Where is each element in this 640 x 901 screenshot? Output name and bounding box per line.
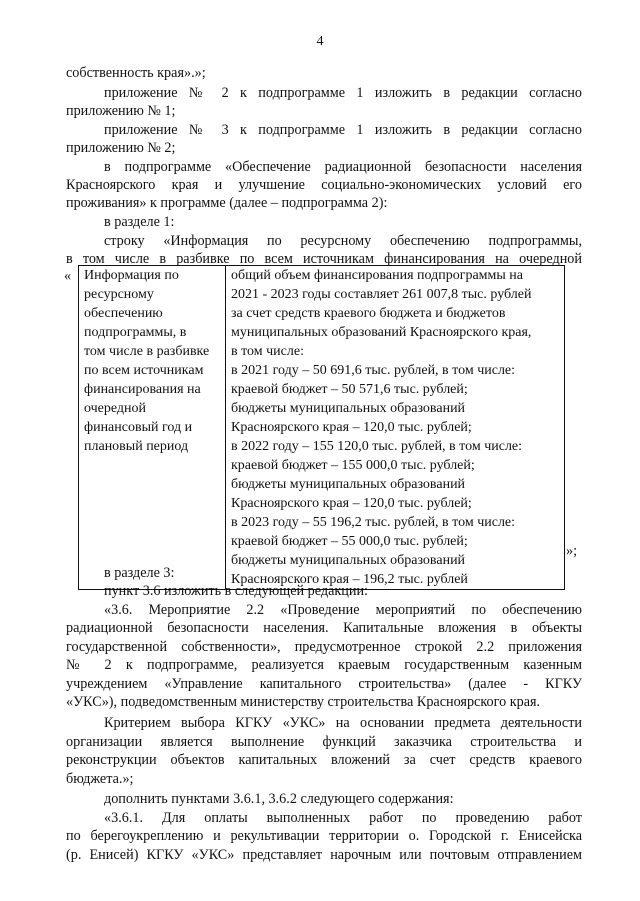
text-line: в том числе в разбивке по всем источникам финансирования на очередной [66,251,582,267]
text-line: пункт 3.6 изложить в следующей редакции: [104,583,368,599]
text-line: Критерием выбора КГКУ «УКС» на основании предмета деятельности [104,715,582,731]
cell-line: краевой бюджет – 155 000,0 тыс. рублей; [231,458,475,473]
cell-line: по всем источникам [84,363,204,378]
cell-line: финансовый год и [84,420,193,435]
table-cell-label [79,266,226,590]
cell-line: бюджеты муниципальных образований [231,477,466,492]
close-quote: »; [566,543,578,559]
resource-table [78,265,565,590]
text-line: «3.6.1. Для оплаты выполненных работ по проведению работ [104,810,582,826]
cell-line: том числе в разбивке [84,344,210,359]
text-line: в разделе 1: [104,214,175,230]
cell-line: Красноярского края – 120,0 тыс. рублей; [231,496,472,511]
cell-line: в том числе: [231,344,304,359]
cell-line: в 2021 году – 50 691,6 тыс. рублей, в том числе: [231,363,516,378]
text-line: приложению № 1; [66,103,176,119]
cell-line: финансирования на [84,382,201,397]
cell-line: в 2022 году – 155 120,0 тыс. рублей, в том числе: [231,439,523,454]
text-line: проживания» к программе (далее – подпрограмма 2): [66,195,388,211]
cell-line: Красноярского края – 120,0 тыс. рублей; [231,420,472,435]
text-line: бюджета.»; [66,771,134,787]
cell-line: краевой бюджет – 55 000,0 тыс. рублей; [231,534,468,549]
text-line: Красноярского края и улучшение социально-экономических условий его [66,177,582,193]
cell-line: муниципальных образований Красноярского края, [231,325,532,340]
cell-line: общий объем финансирования подпрограммы на [231,268,523,283]
text-line: строку «Информация по ресурсному обеспечению подпрограммы, [104,233,582,249]
text-line: «УКС»), подведомственным министерству строительства Красноярского края. [66,694,541,710]
text-line: приложение № 2 к подпрограмме 1 изложить в редакции согласно [104,85,582,101]
page-number: 4 [316,34,324,49]
cell-line: обеспечению [84,306,163,321]
cell-line: очередной [84,401,147,416]
cell-line: бюджеты муниципальных образований [231,401,466,416]
text-line: (р. Енисей) КГКУ «УКС» представляет нарочным или почтовым отправлением [66,847,582,863]
open-quote: « [64,268,72,284]
text-line: приложение № 3 к подпрограмме 1 изложить в редакции согласно [104,122,582,138]
text-line: в разделе 3: [104,565,175,581]
text-line: учреждением «Управление капитального строительства» (далее - КГКУ [66,676,582,692]
text-line: радиационной безопасности населения. Капитальные вложения в объекты [66,620,582,636]
cell-line: Красноярского края – 196,2 тыс. рублей [231,572,468,587]
cell-line: 2021 - 2023 годы составляет 261 007,8 тыс. рублей [231,287,532,302]
cell-line: за счет средств краевого бюджета и бюджетов [231,306,506,321]
cell-line: краевой бюджет – 50 571,6 тыс. рублей; [231,382,468,397]
table-cell-value [226,266,565,590]
text-line: собственность края».»; [66,65,206,81]
cell-line: Информация по [84,268,179,283]
text-line: государственной собственности», предусмотренное строкой 2.2 приложения [66,639,582,655]
cell-line: подпрограммы, в [84,325,187,340]
text-line: реконструкции объектов капитальных вложений за счет средств краевого [66,752,582,768]
table-row [79,266,565,590]
cell-line: бюджеты муниципальных образований [231,553,466,568]
text-line: дополнить пунктами 3.6.1, 3.6.2 следующего содержания: [104,791,454,807]
text-line: в подпрограмме «Обеспечение радиационной безопасности населения [104,159,582,175]
text-line: организации является выполнение функций заказчика строительства и [66,734,582,750]
text-line: «3.6. Мероприятие 2.2 «Проведение мероприятий по обеспечению [104,602,582,618]
text-line: № 2 к подпрограмме, реализуется краевым государственным казенным [66,657,582,673]
text-line: по берегоукреплению и рекультивации территории о. Городской г. Енисейска [66,828,582,844]
cell-line: ресурсному [84,287,154,302]
cell-line: в 2023 году – 55 196,2 тыс. рублей, в том числе: [231,515,516,530]
cell-line: плановый период [84,439,189,454]
text-line: приложению № 2; [66,140,176,156]
